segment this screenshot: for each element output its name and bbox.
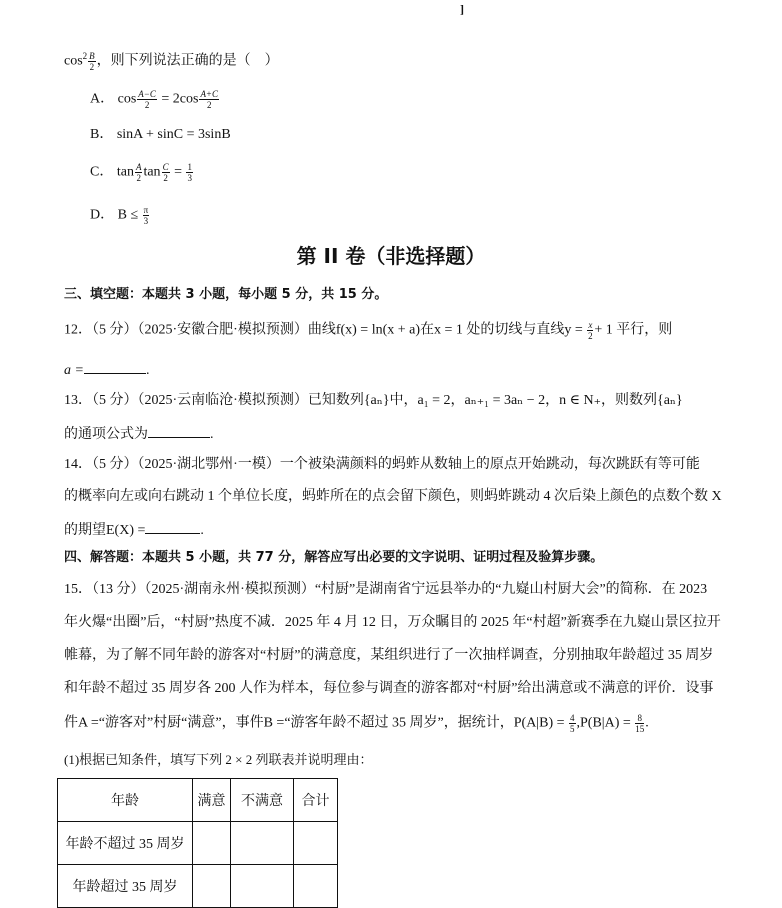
table-header-row — [58, 779, 338, 822]
q15-line3: 帷幕，为了解不同年龄的游客对“村厨”的满意度，某组织进行了一次抽样调查，分别抽取年龄超过 35 周岁 — [64, 648, 714, 663]
table-row — [58, 822, 338, 865]
answer-blank[interactable] — [148, 423, 210, 438]
table-row — [58, 865, 338, 908]
q12-line2: a = . — [64, 359, 149, 381]
option-d[interactable]: D． B ≤ $\frac{\pi}{3}$ — [90, 205, 149, 226]
header-total: 合计 — [294, 779, 338, 822]
section4-heading: 四、解答题：本题共 5 小题，共 77 分，解答应写出必要的文字说明、证明过程及验算步骤。 — [64, 550, 604, 565]
table-cell[interactable] — [231, 822, 294, 865]
table-cell[interactable] — [294, 865, 338, 908]
q13-line2: 的通项公式为 . — [64, 423, 214, 445]
table-cell[interactable] — [193, 865, 231, 908]
answer-blank[interactable] — [145, 519, 200, 534]
q15-line5: 件A =“游客对”村厨“满意”，事件B =“游客年龄不超过 35 周岁”，据统计，P(A|B) = $\frac{4}{5}$ ,P(B|A) = $\frac{8}{15}$ . — [64, 713, 649, 734]
page-mark: ] — [460, 2, 464, 16]
q15-line4: 和年龄不超过 35 周岁各 200 人作为样本，每位参与调查的游客都对“村厨”给出满意或不满意的评价．设事 — [64, 681, 714, 696]
table-cell[interactable] — [231, 865, 294, 908]
q13-line1: 13．（5 分）（2025·云南临沧·模拟预测）已知数列{aₙ}中，a₁ = 2，aₙ₊₁ = 3aₙ − 2，n ∈ N₊，则数列{aₙ} — [64, 393, 683, 408]
header-unsatisfied: 不满意 — [231, 779, 294, 822]
q15-sub1: (1)根据已知条件，填写下列 2 × 2 列联表并说明理由： — [64, 752, 373, 767]
header-satisfied: 满意 — [193, 779, 231, 822]
q12-line1: 12．（5 分）（2025·安徽合肥·模拟预测）曲线f(x) = ln(x + a)在x = 1 处的切线与直线y = $\frac{x}{2}$ + 1 平行，则 — [64, 320, 673, 341]
option-b[interactable]: B． sinA + sinC = 3sinB — [90, 127, 231, 142]
q15-line1: 15．（13 分）（2025·湖南永州·模拟预测）“村厨”是湖南省宁远县举办的“九嶷山村厨大会”的简称．在 2023 — [64, 582, 708, 597]
table-cell[interactable] — [193, 822, 231, 865]
q11-stem: $\cos^2$ $\frac{B}{2}$ ，则下列说法正确的是（ ） — [64, 50, 279, 72]
q14-line2: 的概率向左或向右跳动 1 个单位长度，蚂蚱所在的点会留下颜色，则蚂蚱跳动 4 次后染上颜色的点数个数 X — [64, 489, 722, 504]
q15-line2: 年火爆“出圈”后，“村厨”热度不减．2025 年 4 月 12 日，万众瞩目的 2025 年“村超”新赛季在九嶷山景区拉开 — [64, 615, 721, 630]
row-label: 年龄不超过 35 周岁 — [58, 822, 193, 865]
q14-line1: 14．（5 分）（2025·湖北鄂州·一模）一个被染满颜料的蚂蚱从数轴上的原点开始跳动，每次跳跃有等可能 — [64, 457, 700, 472]
q14-line3: 的期望E(X) = . — [64, 519, 204, 541]
option-a[interactable]: A． cos $\frac{A-C}{2}$ = 2cos $\frac{A+C}{2}$ — [90, 89, 219, 110]
table-cell[interactable] — [294, 822, 338, 865]
section3-heading: 三、填空题：本题共 3 小题，每小题 5 分，共 15 分。 — [64, 287, 388, 302]
row-label: 年龄超过 35 周岁 — [58, 865, 193, 908]
option-c[interactable]: C． tan $\frac{A}{2}$ tan $\frac{C}{2}$ = $\frac{1}{3}$ — [90, 162, 192, 183]
header-age: 年龄 — [58, 779, 193, 822]
part2-title: 第 II 卷（非选择题） — [296, 244, 486, 268]
answer-blank[interactable] — [84, 359, 146, 374]
